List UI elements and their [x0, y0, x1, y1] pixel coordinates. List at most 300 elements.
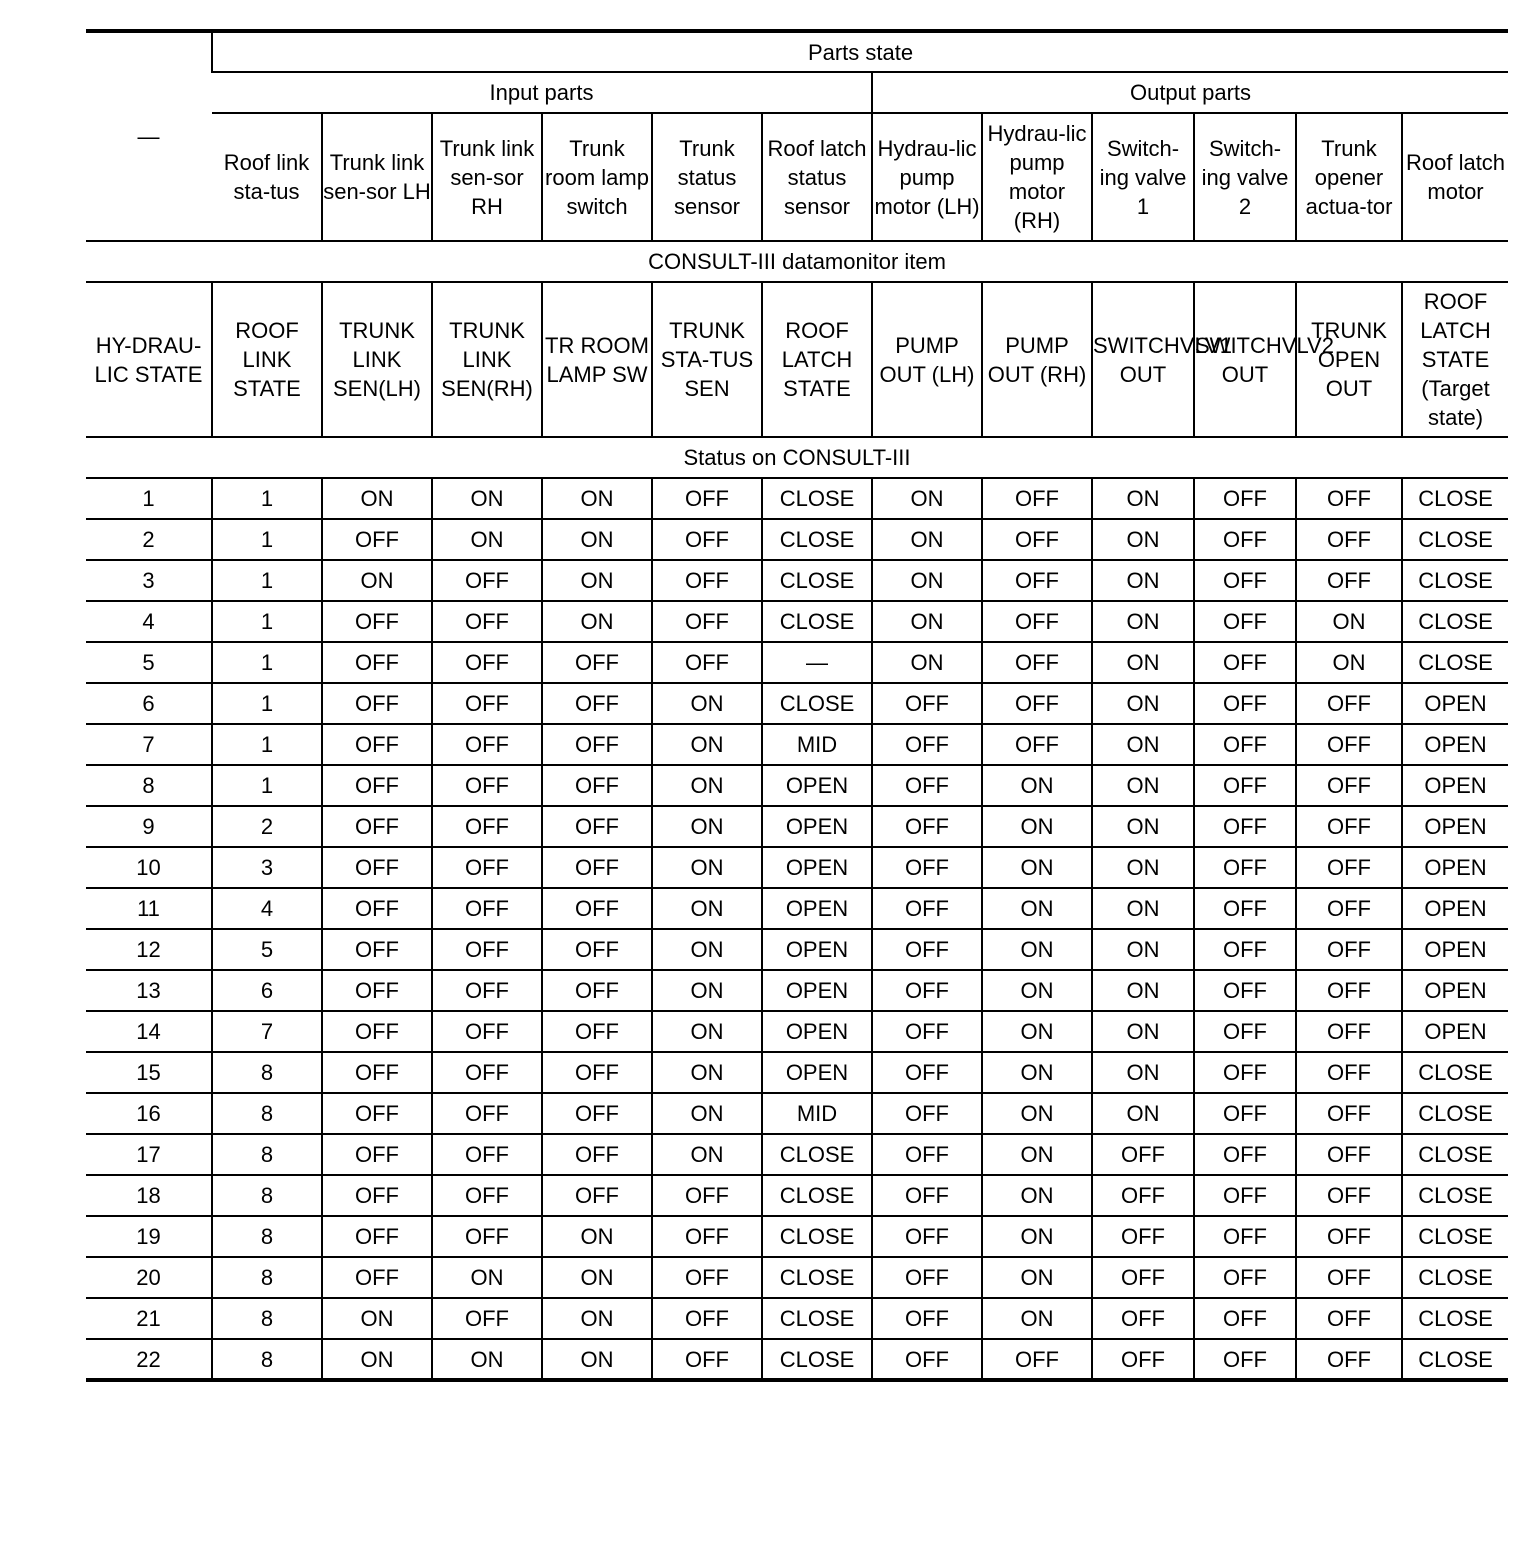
status-cell: 1	[212, 478, 322, 519]
status-cell: ON	[652, 724, 762, 765]
status-cell: 1	[212, 601, 322, 642]
status-cell: OFF	[432, 970, 542, 1011]
state-number-cell: 7	[86, 724, 212, 765]
status-cell: OFF	[652, 1175, 762, 1216]
status-cell: OFF	[1296, 478, 1402, 519]
status-cell: OFF	[1296, 888, 1402, 929]
status-cell: ON	[322, 1339, 432, 1380]
status-cell: ON	[1092, 847, 1194, 888]
status-cell: ON	[652, 1011, 762, 1052]
status-cell: OFF	[1296, 560, 1402, 601]
status-cell: ON	[542, 1216, 652, 1257]
table-row	[86, 724, 1508, 765]
status-cell: CLOSE	[1402, 1052, 1508, 1093]
status-cell: ON	[652, 1093, 762, 1134]
state-number-cell: 3	[86, 560, 212, 601]
status-cell: OPEN	[762, 929, 872, 970]
hydraulic-state-table	[86, 29, 1508, 1382]
status-cell: OFF	[432, 888, 542, 929]
status-cell: 5	[212, 929, 322, 970]
state-number-cell: 14	[86, 1011, 212, 1052]
status-cell: ON	[1092, 1011, 1194, 1052]
parts-header-row	[86, 113, 1508, 241]
status-cell: ON	[872, 519, 982, 560]
datamonitor-item-cell: TR ROOM LAMP SW	[542, 282, 652, 437]
status-cell: ON	[652, 888, 762, 929]
status-cell: OFF	[872, 1339, 982, 1380]
status-cell: OFF	[1194, 888, 1296, 929]
status-cell: ON	[652, 806, 762, 847]
status-cell: OFF	[1194, 519, 1296, 560]
status-cell: ON	[982, 970, 1092, 1011]
status-cell: OFF	[872, 847, 982, 888]
status-cell: CLOSE	[762, 683, 872, 724]
status-cell: OFF	[542, 683, 652, 724]
status-cell: OFF	[872, 1257, 982, 1298]
status-cell: OFF	[1194, 724, 1296, 765]
status-cell: OFF	[652, 1298, 762, 1339]
status-cell: ON	[432, 519, 542, 560]
status-cell: ON	[652, 765, 762, 806]
table-row	[86, 683, 1508, 724]
status-cell: OFF	[432, 560, 542, 601]
status-cell: ON	[982, 929, 1092, 970]
status-cell: OFF	[1194, 970, 1296, 1011]
status-cell: ON	[542, 519, 652, 560]
status-cell: OFF	[322, 847, 432, 888]
status-cell: CLOSE	[762, 1175, 872, 1216]
status-cell: OPEN	[1402, 847, 1508, 888]
status-cell: OFF	[1296, 970, 1402, 1011]
status-cell: OPEN	[762, 806, 872, 847]
status-cell: OFF	[1194, 806, 1296, 847]
table-row	[86, 888, 1508, 929]
table-body	[86, 478, 1508, 1380]
status-cell: CLOSE	[1402, 1216, 1508, 1257]
status-cell: CLOSE	[1402, 1339, 1508, 1380]
status-cell: OFF	[542, 970, 652, 1011]
datamonitor-item-cell: PUMP OUT (LH)	[872, 282, 982, 437]
status-cell: OFF	[322, 601, 432, 642]
status-cell: OPEN	[762, 1052, 872, 1093]
status-cell: OFF	[432, 642, 542, 683]
table-row	[86, 601, 1508, 642]
status-cell: ON	[982, 1216, 1092, 1257]
status-cell: —	[762, 642, 872, 683]
status-cell: OFF	[872, 970, 982, 1011]
status-cell: ON	[1092, 478, 1194, 519]
status-cell: ON	[432, 1257, 542, 1298]
status-cell: OPEN	[1402, 806, 1508, 847]
status-cell: OFF	[1296, 1134, 1402, 1175]
status-cell: OFF	[872, 929, 982, 970]
status-cell: OFF	[872, 1216, 982, 1257]
status-cell: ON	[542, 601, 652, 642]
status-cell: CLOSE	[1402, 519, 1508, 560]
status-cell: OFF	[322, 1011, 432, 1052]
status-cell: OFF	[1194, 1298, 1296, 1339]
status-cell: OFF	[322, 806, 432, 847]
status-cell: ON	[1092, 1052, 1194, 1093]
status-cell: OFF	[1194, 1216, 1296, 1257]
status-cell: OFF	[542, 847, 652, 888]
table-row	[86, 1216, 1508, 1257]
status-cell: ON	[1296, 601, 1402, 642]
status-cell: OFF	[1194, 683, 1296, 724]
status-cell: OFF	[432, 1298, 542, 1339]
part-header-cell: Trunk room lamp switch	[542, 113, 652, 241]
datamonitor-item-cell: SWITCHVLV1 OUT	[1092, 282, 1194, 437]
status-cell: ON	[982, 847, 1092, 888]
state-number-cell: 20	[86, 1257, 212, 1298]
status-cell: OFF	[652, 1339, 762, 1380]
status-cell: OFF	[872, 806, 982, 847]
part-header-cell: Trunk link sen-sor LH	[322, 113, 432, 241]
status-cell: CLOSE	[762, 1216, 872, 1257]
status-cell: OFF	[982, 519, 1092, 560]
status-cell: OFF	[542, 888, 652, 929]
status-cell: OFF	[1194, 1257, 1296, 1298]
status-cell: 8	[212, 1052, 322, 1093]
datamonitor-item-cell: TRUNK LINK SEN(RH)	[432, 282, 542, 437]
status-cell: ON	[872, 601, 982, 642]
status-cell: 1	[212, 519, 322, 560]
status-cell: OFF	[982, 601, 1092, 642]
status-cell: OFF	[322, 888, 432, 929]
status-cell: OFF	[1296, 724, 1402, 765]
status-cell: OFF	[872, 683, 982, 724]
status-cell: OFF	[652, 478, 762, 519]
status-cell: ON	[872, 478, 982, 519]
status-cell: OFF	[432, 683, 542, 724]
status-cell: ON	[652, 970, 762, 1011]
status-cell: OFF	[432, 724, 542, 765]
datamonitor-header-row	[86, 282, 1508, 437]
datamonitor-item-cell: SWITCHVLV2 OUT	[1194, 282, 1296, 437]
status-cell: OFF	[982, 642, 1092, 683]
status-cell: CLOSE	[762, 519, 872, 560]
status-cell: OFF	[872, 1011, 982, 1052]
status-cell: OFF	[872, 1052, 982, 1093]
status-cell: OPEN	[1402, 970, 1508, 1011]
status-cell: ON	[542, 1257, 652, 1298]
status-cell: OFF	[982, 683, 1092, 724]
status-cell: OFF	[542, 1093, 652, 1134]
status-cell: OFF	[432, 765, 542, 806]
status-cell: OFF	[1194, 1134, 1296, 1175]
status-cell: ON	[872, 560, 982, 601]
state-number-cell: 8	[86, 765, 212, 806]
status-cell: OPEN	[1402, 765, 1508, 806]
status-cell: OFF	[652, 1257, 762, 1298]
state-number-cell: 16	[86, 1093, 212, 1134]
table-row	[86, 560, 1508, 601]
status-cell: OFF	[1296, 1175, 1402, 1216]
datamonitor-item-cell: ROOF LATCH STATE	[762, 282, 872, 437]
status-cell: OFF	[322, 519, 432, 560]
datamonitor-item-cell: HY-DRAU-LIC STATE	[86, 282, 212, 437]
status-cell: ON	[982, 1093, 1092, 1134]
datamonitor-item-cell: TRUNK LINK SEN(LH)	[322, 282, 432, 437]
status-cell: ON	[652, 1134, 762, 1175]
status-cell: CLOSE	[1402, 1134, 1508, 1175]
status-cell: ON	[1092, 560, 1194, 601]
status-cell: ON	[1092, 806, 1194, 847]
status-cell: OFF	[1296, 929, 1402, 970]
status-cell: OFF	[322, 929, 432, 970]
status-cell: 8	[212, 1134, 322, 1175]
input-parts-header: Input parts	[212, 72, 872, 113]
status-cell: OFF	[542, 1175, 652, 1216]
status-cell: OFF	[1296, 847, 1402, 888]
part-header-cell: Hydrau-lic pump motor (LH)	[872, 113, 982, 241]
status-cell: OFF	[1194, 1011, 1296, 1052]
status-cell: 7	[212, 1011, 322, 1052]
status-cell: 1	[212, 642, 322, 683]
status-cell: OFF	[542, 1011, 652, 1052]
state-number-cell: 6	[86, 683, 212, 724]
status-cell: ON	[542, 1298, 652, 1339]
datamonitor-item-cell: ROOF LATCH STATE (Target state)	[1402, 282, 1508, 437]
status-cell: OFF	[542, 765, 652, 806]
status-cell: ON	[872, 642, 982, 683]
status-cell: OFF	[322, 724, 432, 765]
status-cell: OFF	[1194, 560, 1296, 601]
status-cell: OFF	[1296, 1011, 1402, 1052]
status-cell: OFF	[432, 1011, 542, 1052]
status-cell: CLOSE	[762, 1298, 872, 1339]
status-cell: OFF	[872, 1134, 982, 1175]
status-cell: CLOSE	[1402, 1093, 1508, 1134]
status-cell: OFF	[1296, 1257, 1402, 1298]
state-number-cell: 9	[86, 806, 212, 847]
status-cell: ON	[652, 847, 762, 888]
status-cell: CLOSE	[762, 560, 872, 601]
state-number-cell: 19	[86, 1216, 212, 1257]
status-cell: CLOSE	[762, 1339, 872, 1380]
status-cell: CLOSE	[1402, 1298, 1508, 1339]
status-cell: ON	[652, 1052, 762, 1093]
part-header-cell: Roof latch status sensor	[762, 113, 872, 241]
status-cell: CLOSE	[762, 478, 872, 519]
status-cell: ON	[542, 560, 652, 601]
corner-cell: —	[86, 31, 212, 241]
state-number-cell: 15	[86, 1052, 212, 1093]
table-row	[86, 1134, 1508, 1175]
datamonitor-label: CONSULT-III datamonitor item	[86, 241, 1508, 282]
status-cell: OFF	[1092, 1134, 1194, 1175]
state-number-cell: 22	[86, 1339, 212, 1380]
status-cell: OFF	[322, 642, 432, 683]
status-cell: MID	[762, 724, 872, 765]
status-cell: 3	[212, 847, 322, 888]
part-header-cell: Trunk link sen-sor RH	[432, 113, 542, 241]
status-cell: OFF	[322, 1093, 432, 1134]
status-cell: CLOSE	[762, 1134, 872, 1175]
status-cell: 1	[212, 765, 322, 806]
status-cell: OFF	[1194, 1093, 1296, 1134]
status-cell: ON	[432, 478, 542, 519]
status-cell: OFF	[982, 478, 1092, 519]
status-cell: 1	[212, 724, 322, 765]
part-header-cell: Switch-ing valve 1	[1092, 113, 1194, 241]
table-row	[86, 1052, 1508, 1093]
part-header-cell: Trunk status sensor	[652, 113, 762, 241]
status-cell: OFF	[432, 847, 542, 888]
status-label: Status on CONSULT-III	[86, 437, 1508, 478]
status-cell: OFF	[1296, 683, 1402, 724]
status-cell: OPEN	[1402, 888, 1508, 929]
state-number-cell: 2	[86, 519, 212, 560]
state-number-cell: 10	[86, 847, 212, 888]
datamonitor-item-cell: ROOF LINK STATE	[212, 282, 322, 437]
status-cell: OFF	[542, 1134, 652, 1175]
status-cell: ON	[982, 1011, 1092, 1052]
status-cell: CLOSE	[1402, 601, 1508, 642]
state-number-cell: 4	[86, 601, 212, 642]
status-cell: OFF	[652, 601, 762, 642]
status-cell: OFF	[652, 519, 762, 560]
status-cell: OFF	[322, 1134, 432, 1175]
status-cell: CLOSE	[1402, 1257, 1508, 1298]
status-cell: OFF	[432, 806, 542, 847]
part-header-cell: Switch-ing valve 2	[1194, 113, 1296, 241]
status-cell: OFF	[1194, 601, 1296, 642]
status-cell: OPEN	[1402, 929, 1508, 970]
status-cell: CLOSE	[1402, 560, 1508, 601]
status-cell: ON	[982, 1134, 1092, 1175]
state-number-cell: 11	[86, 888, 212, 929]
status-cell: ON	[1092, 642, 1194, 683]
status-cell: OFF	[1194, 847, 1296, 888]
status-cell: OFF	[542, 724, 652, 765]
status-cell: 8	[212, 1339, 322, 1380]
parts-state-header: Parts state	[212, 31, 1508, 72]
status-cell: ON	[322, 560, 432, 601]
datamonitor-item-cell: TRUNK STA-TUS SEN	[652, 282, 762, 437]
output-parts-header: Output parts	[872, 72, 1508, 113]
status-cell: 8	[212, 1298, 322, 1339]
table-row	[86, 1093, 1508, 1134]
status-cell: OFF	[542, 929, 652, 970]
status-cell: OPEN	[1402, 1011, 1508, 1052]
state-number-cell: 21	[86, 1298, 212, 1339]
status-cell: OFF	[1296, 1052, 1402, 1093]
status-cell: ON	[982, 1298, 1092, 1339]
part-header-cell: Roof link sta-tus	[212, 113, 322, 241]
status-cell: ON	[542, 478, 652, 519]
status-cell: OFF	[982, 724, 1092, 765]
status-cell: ON	[542, 1339, 652, 1380]
status-cell: OFF	[1092, 1175, 1194, 1216]
table-row	[86, 806, 1508, 847]
status-cell: CLOSE	[762, 1257, 872, 1298]
status-cell: ON	[982, 888, 1092, 929]
status-cell: ON	[1092, 519, 1194, 560]
status-cell: OFF	[872, 1093, 982, 1134]
status-cell: ON	[1092, 683, 1194, 724]
status-cell: OFF	[1194, 1175, 1296, 1216]
status-cell: OFF	[1296, 1339, 1402, 1380]
status-cell: 4	[212, 888, 322, 929]
status-cell: ON	[1092, 888, 1194, 929]
status-cell: 6	[212, 970, 322, 1011]
status-cell: OFF	[542, 1052, 652, 1093]
status-cell: 8	[212, 1093, 322, 1134]
status-cell: OFF	[432, 601, 542, 642]
table-row	[86, 847, 1508, 888]
status-cell: CLOSE	[1402, 478, 1508, 519]
status-cell: OFF	[872, 888, 982, 929]
state-number-cell: 13	[86, 970, 212, 1011]
part-header-cell: Hydrau-lic pump motor (RH)	[982, 113, 1092, 241]
status-cell: ON	[1092, 1093, 1194, 1134]
status-cell: ON	[982, 765, 1092, 806]
table-row	[86, 1257, 1508, 1298]
status-cell: OFF	[1092, 1298, 1194, 1339]
status-cell: OFF	[1296, 1298, 1402, 1339]
status-cell: OPEN	[1402, 724, 1508, 765]
status-cell: OFF	[1194, 642, 1296, 683]
status-cell: 8	[212, 1175, 322, 1216]
status-cell: OFF	[322, 1052, 432, 1093]
status-cell: OFF	[432, 1093, 542, 1134]
status-cell: OFF	[652, 1216, 762, 1257]
table-row	[86, 478, 1508, 519]
status-cell: OFF	[322, 970, 432, 1011]
status-cell: OFF	[322, 683, 432, 724]
status-cell: OPEN	[762, 847, 872, 888]
status-cell: OFF	[322, 1257, 432, 1298]
status-cell: ON	[982, 1257, 1092, 1298]
status-cell: ON	[1092, 601, 1194, 642]
status-cell: OFF	[982, 560, 1092, 601]
status-cell: OFF	[432, 1052, 542, 1093]
status-cell: OFF	[322, 1216, 432, 1257]
status-cell: OFF	[542, 642, 652, 683]
status-cell: CLOSE	[1402, 1175, 1508, 1216]
status-cell: OFF	[542, 806, 652, 847]
table-row	[86, 929, 1508, 970]
status-cell: OFF	[982, 1339, 1092, 1380]
status-cell: OFF	[432, 1134, 542, 1175]
state-number-cell: 18	[86, 1175, 212, 1216]
status-cell: OFF	[1194, 1052, 1296, 1093]
state-number-cell: 1	[86, 478, 212, 519]
status-cell: OFF	[432, 1216, 542, 1257]
status-cell: OFF	[1194, 478, 1296, 519]
status-cell: OFF	[652, 642, 762, 683]
status-cell: ON	[652, 929, 762, 970]
status-cell: OFF	[1296, 519, 1402, 560]
table-row	[86, 970, 1508, 1011]
table-row	[86, 642, 1508, 683]
status-cell: OFF	[1194, 765, 1296, 806]
status-cell: OFF	[872, 724, 982, 765]
status-cell: 1	[212, 683, 322, 724]
status-cell: OFF	[1092, 1339, 1194, 1380]
status-cell: OPEN	[762, 888, 872, 929]
status-cell: CLOSE	[762, 601, 872, 642]
status-cell: OFF	[322, 765, 432, 806]
status-cell: OFF	[1296, 1093, 1402, 1134]
status-cell: ON	[322, 1298, 432, 1339]
table-row	[86, 1175, 1508, 1216]
status-cell: 2	[212, 806, 322, 847]
status-cell: ON	[982, 1052, 1092, 1093]
status-cell: OFF	[1194, 929, 1296, 970]
status-cell: OFF	[1296, 806, 1402, 847]
